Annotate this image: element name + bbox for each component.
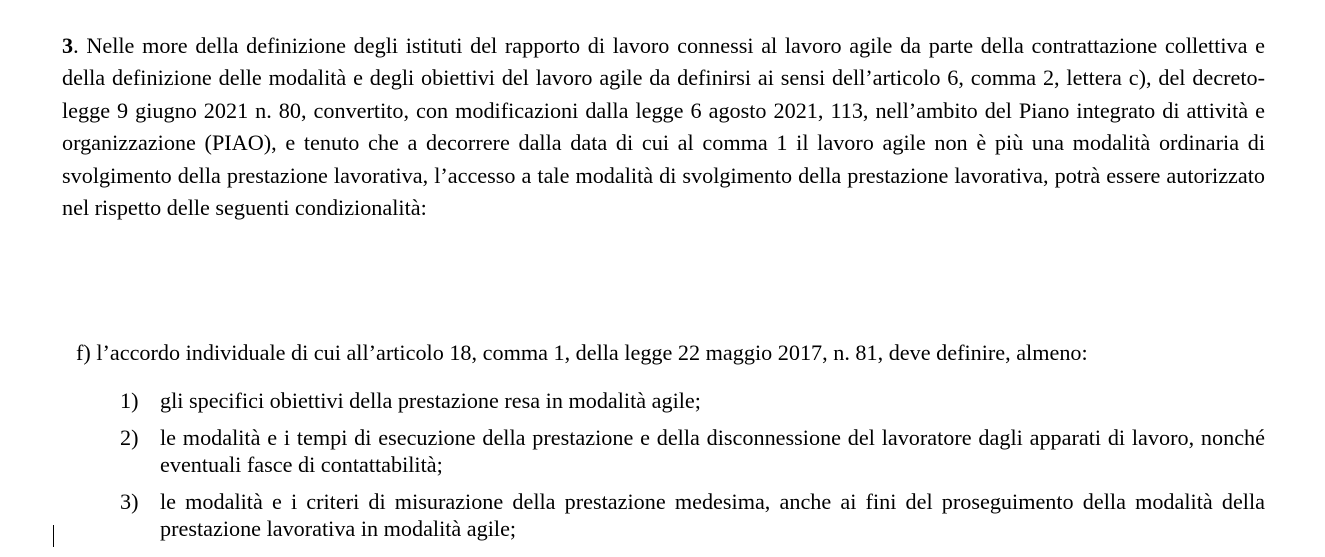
clause-f: f) l’accordo individuale di cui all’articolo 18, comma 1, della legge 22 maggio 2017, n. 81, deve definire, almeno: <box>76 340 1088 365</box>
list-item <box>120 424 1265 479</box>
list-item <box>120 387 1265 415</box>
list-item-text: gli specifici obiettivi della prestazione resa in modalità agile; <box>160 388 701 413</box>
paragraph-number: 3 <box>62 33 74 58</box>
list-item-text: le modalità e i criteri di misurazione della prestazione medesima, anche ai fini del proseguimento della modalità della prestazione lavorativa in modalità agile; <box>160 488 1265 541</box>
list-item-number: 1) <box>120 388 139 413</box>
list-item-number: 3) <box>120 488 139 514</box>
requirements-list <box>120 387 1265 552</box>
list-item-number: 2) <box>120 424 139 450</box>
list-item <box>120 488 1265 543</box>
paragraph-text: . Nelle more della definizione degli istituti del rapporto di lavoro connessi al lavoro agile da parte della contrattazione collettiva e della definizione delle modalità e degli obiettivi del lavoro agile da definirsi ai sensi dell’articolo 6, comma 2, lettera c), del decreto-legge 9 giugno 2021 n. 80, convertito, con modificazioni dalla legge 6 agosto 2021, 113, nell’ambito del Piano integrato di attività e organizzazione (PIAO), e tenuto che a decorrere dalla data di cui al comma 1 il lavoro agile non è più una modalità ordinaria di svolgimento della prestazione lavorativa, l’accesso a tale modalità di svolgimento della prestazione lavorativa, potrà essere autorizzato nel rispetto delle seguenti condizionalità: <box>62 33 1265 221</box>
paragraph-3 <box>62 30 1265 224</box>
list-item-text: le modalità e i tempi di esecuzione della prestazione e della disconnessione del lavoratore dagli apparati di lavoro, nonché eventuali fasce di contattabilità; <box>160 424 1265 477</box>
text-cursor <box>53 525 54 547</box>
